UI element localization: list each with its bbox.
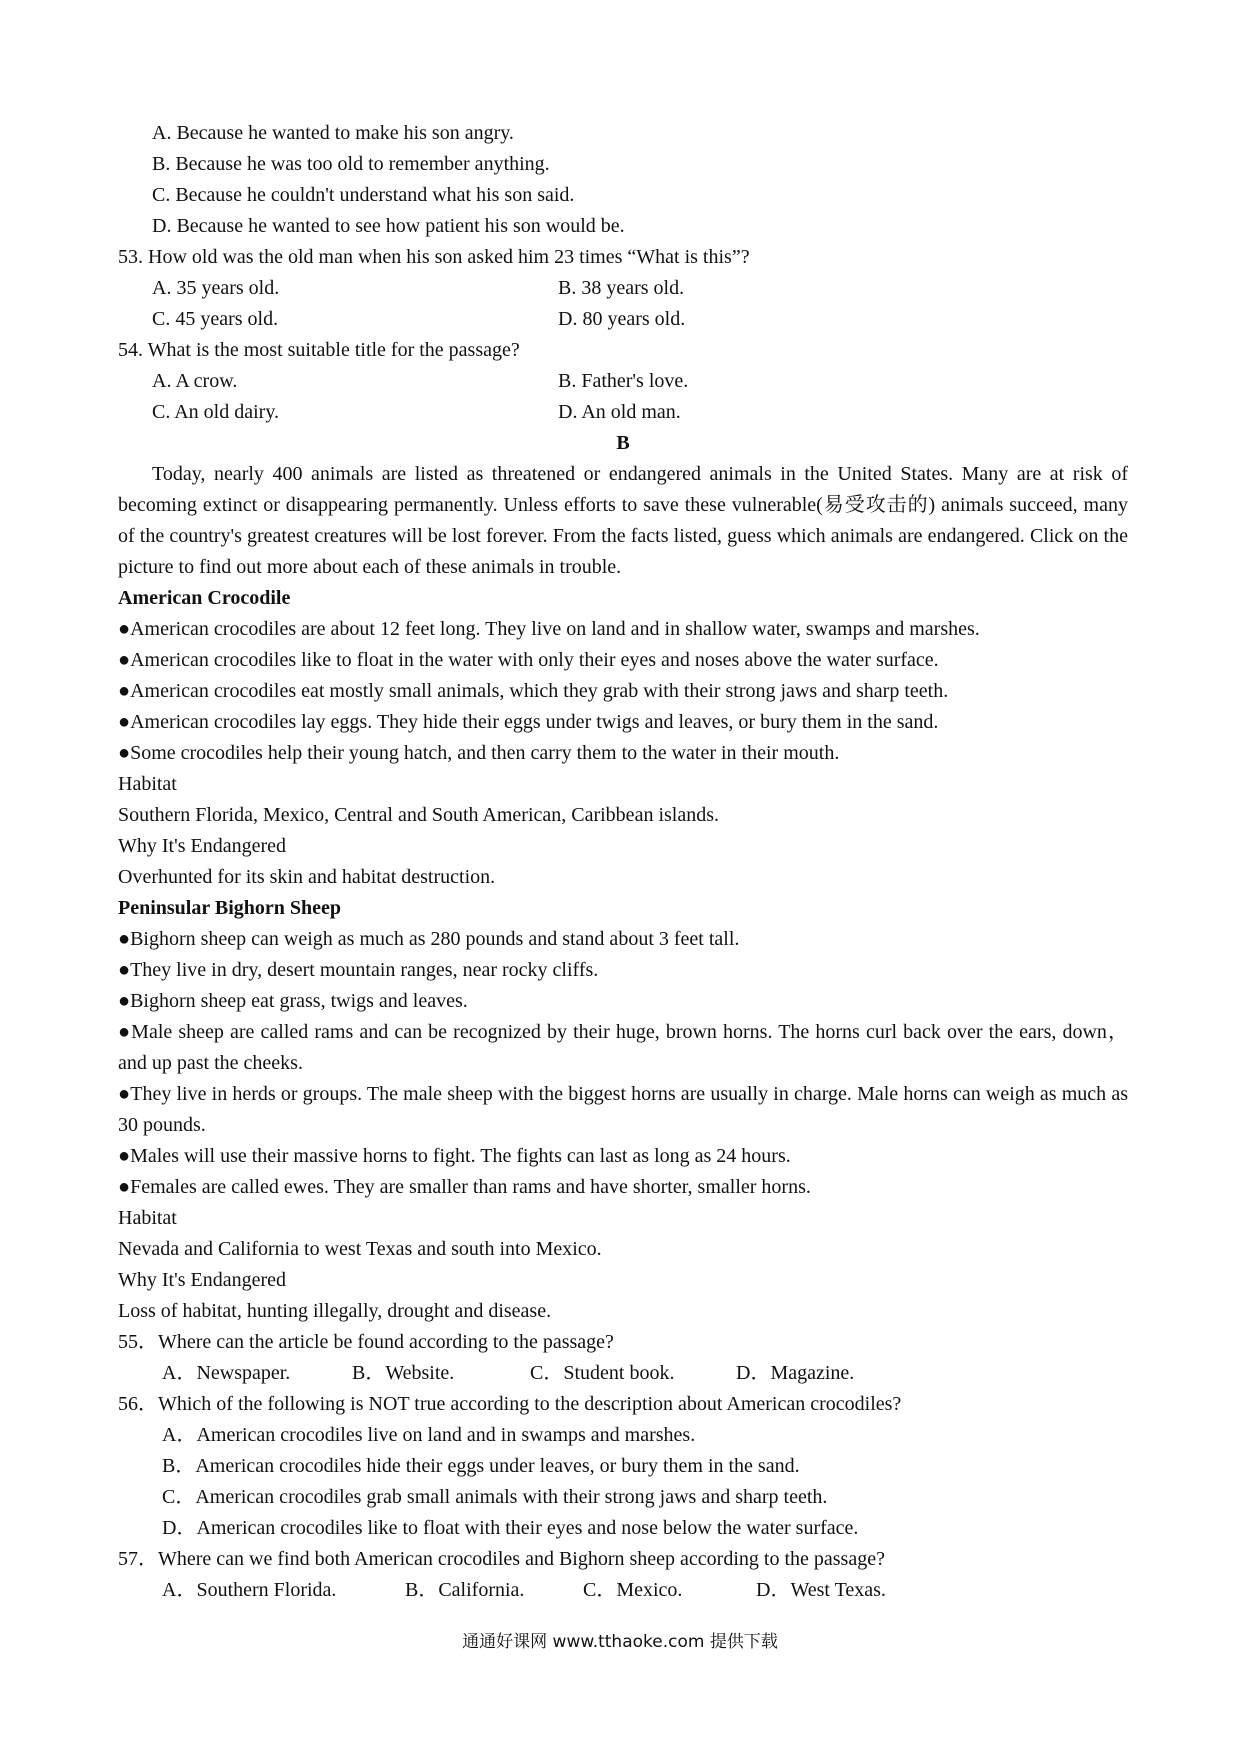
- crocodile-why-label: Why It's Endangered: [118, 835, 286, 857]
- crocodile-bullet: ●American crocodiles like to float in the water with only their eyes and noses above the water surface.: [118, 649, 939, 671]
- sheep-bullet: ●Male sheep are called rams and can be recognized by their huge, brown horns. The horns curl back over the ears, down，and up past the cheeks.: [118, 1021, 1128, 1074]
- q53-options-row-1: [118, 273, 1128, 304]
- sheep-bullet: ●Bighorn sheep can weigh as much as 280 pounds and stand about 3 feet tall.: [118, 928, 740, 950]
- q56-option-c: C．American crocodiles grab small animals with their strong jaws and sharp teeth.: [162, 1486, 828, 1508]
- q53-option-c: C. 45 years old.: [152, 308, 279, 330]
- q53-question: 53. How old was the old man when his son asked him 23 times “What is this”?: [118, 246, 750, 268]
- q54-option-a: A. A crow.: [152, 370, 238, 392]
- crocodile-why: Overhunted for its skin and habitat destruction.: [118, 866, 496, 888]
- sheep-bullet: ●Females are called ewes. They are smaller than rams and have shorter, smaller horns.: [118, 1176, 811, 1198]
- sheep-bullet: ●They live in dry, desert mountain ranges, near rocky cliffs.: [118, 959, 599, 981]
- crocodile-habitat: Southern Florida, Mexico, Central and South American, Caribbean islands.: [118, 804, 719, 826]
- section-b-intro: Today, nearly 400 animals are listed as threatened or endangered animals in the United States. Many are at risk of becoming extinct or disappearing permanently. Unless efforts to save these vulnerable(易受攻击的) animals succeed, many of the country's greatest creatures will be lost forever. From the facts listed, guess which animals are endangered. Click on the picture to find out more about each of these animals in trouble.: [118, 463, 1128, 578]
- crocodile-bullet: ●Some crocodiles help their young hatch, and then carry them to the water in their mouth.: [118, 742, 840, 764]
- sheep-bullet: ●Bighorn sheep eat grass, twigs and leaves.: [118, 990, 468, 1012]
- q54-option-c: C. An old dairy.: [152, 401, 280, 423]
- sheep-bullet: ●They live in herds or groups. The male sheep with the biggest horns are usually in charge. Male horns can weigh as much as 30 pounds.: [118, 1083, 1128, 1136]
- q55-options: [118, 1358, 1128, 1389]
- q56-question: 56．Which of the following is NOT true according to the description about American crocodiles?: [118, 1393, 902, 1415]
- q57-option-b: B．California.: [405, 1579, 525, 1601]
- sheep-habitat: Nevada and California to west Texas and south into Mexico.: [118, 1238, 602, 1260]
- sheep-habitat-label: Habitat: [118, 1207, 177, 1229]
- crocodile-bullet: ●American crocodiles are about 12 feet long. They live on land and in shallow water, swamps and marshes.: [118, 618, 980, 640]
- q52-option-d: D. Because he wanted to see how patient his son would be.: [152, 215, 625, 237]
- sheep-heading: Peninsular Bighorn Sheep: [118, 897, 342, 919]
- q54-options-row-2: [118, 397, 1128, 428]
- q55-option-b: B．Website.: [352, 1362, 455, 1384]
- q55-option-a: A．Newspaper.: [162, 1362, 291, 1384]
- q55-option-c: C．Student book.: [530, 1362, 675, 1384]
- crocodile-bullet: ●American crocodiles eat mostly small animals, which they grab with their strong jaws and sharp teeth.: [118, 680, 949, 702]
- q54-options-row-1: [118, 366, 1128, 397]
- q57-option-a: A．Southern Florida.: [162, 1579, 337, 1601]
- q52-option-c: C. Because he couldn't understand what his son said.: [152, 184, 575, 206]
- q54-option-d: D. An old man.: [558, 401, 681, 423]
- q57-option-d: D．West Texas.: [756, 1579, 886, 1601]
- crocodile-heading: American Crocodile: [118, 587, 291, 609]
- q55-option-d: D．Magazine.: [736, 1362, 855, 1384]
- q52-option-a: A. Because he wanted to make his son angry.: [152, 122, 514, 144]
- q57-options: [118, 1575, 1128, 1606]
- sheep-why: Loss of habitat, hunting illegally, drought and disease.: [118, 1300, 552, 1322]
- q53-option-a: A. 35 years old.: [152, 277, 280, 299]
- crocodile-habitat-label: Habitat: [118, 773, 177, 795]
- q54-question: 54. What is the most suitable title for the passage?: [118, 339, 520, 361]
- page-footer: 通通好课网 www.tthaoke.com 提供下载: [462, 1632, 778, 1652]
- q57-question: 57．Where can we find both American crocodiles and Bighorn sheep according to the passage?: [118, 1548, 885, 1570]
- q52-option-b: B. Because he was too old to remember anything.: [152, 153, 550, 175]
- q53-option-d: D. 80 years old.: [558, 308, 686, 330]
- q56-option-a: A．American crocodiles live on land and in swamps and marshes.: [162, 1424, 696, 1446]
- sheep-why-label: Why It's Endangered: [118, 1269, 286, 1291]
- q56-option-d: D．American crocodiles like to float with their eyes and nose below the water surface.: [162, 1517, 859, 1539]
- q53-options-row-2: [118, 304, 1128, 335]
- exam-page: [118, 118, 1128, 1606]
- q55-question: 55．Where can the article be found according to the passage?: [118, 1331, 614, 1353]
- q56-option-b: B．American crocodiles hide their eggs under leaves, or bury them in the sand.: [162, 1455, 800, 1477]
- q54-option-b: B. Father's love.: [558, 370, 689, 392]
- crocodile-bullet: ●American crocodiles lay eggs. They hide their eggs under twigs and leaves, or bury them in the sand.: [118, 711, 939, 733]
- q57-option-c: C．Mexico.: [583, 1579, 683, 1601]
- sheep-bullet: ●Males will use their massive horns to fight. The fights can last as long as 24 hours.: [118, 1145, 791, 1167]
- q53-option-b: B. 38 years old.: [558, 277, 685, 299]
- section-b-label: B: [616, 432, 630, 454]
